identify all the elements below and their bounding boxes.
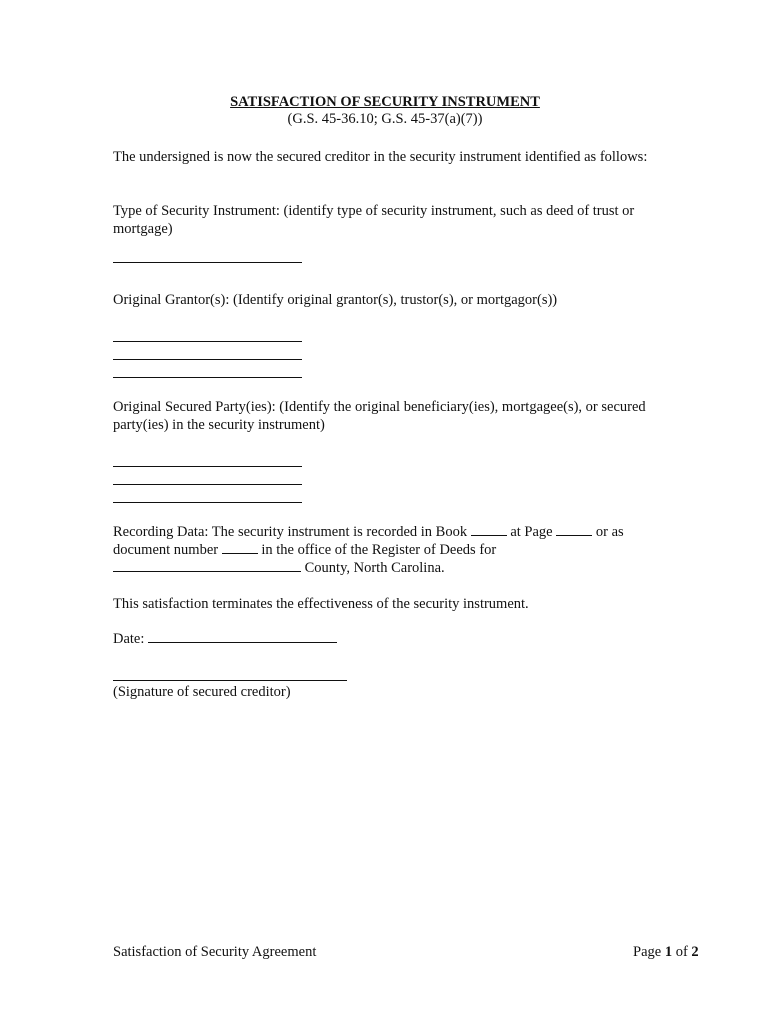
signature-block	[113, 680, 658, 681]
recording-text-4: in the office of the Register of Deeds for	[261, 542, 497, 558]
footer-page-number	[633, 943, 699, 961]
grantor-line-2[interactable]	[113, 359, 302, 360]
grantor-line-3[interactable]	[113, 377, 302, 378]
grantor-line-1[interactable]	[113, 341, 302, 342]
secured-party-line-2[interactable]	[113, 484, 302, 485]
date-blank[interactable]	[148, 630, 337, 643]
document-title	[0, 94, 770, 128]
recording-text-3: or as document number	[113, 524, 624, 558]
secured-party-blanks	[113, 466, 658, 503]
page-prefix: Page	[633, 944, 662, 960]
secured-party-line-3[interactable]	[113, 502, 302, 503]
type-instrument-blanks	[113, 262, 658, 263]
page-of: of	[675, 944, 688, 960]
document-number-blank[interactable]	[222, 541, 258, 554]
secured-party-label: Original Secured Party(ies): (Identify the original beneficiary(ies), mortgagee(s), or secured party(ies) in the security instrument)	[113, 399, 646, 433]
title-main: SATISFACTION OF SECURITY INSTRUMENT	[230, 94, 540, 110]
footer-title: Satisfaction of Security Agreement	[113, 944, 317, 960]
title-citation: (G.S. 45-36.10; G.S. 45-37(a)(7))	[287, 111, 483, 127]
page-current: 1	[664, 944, 673, 960]
county-blank[interactable]	[113, 559, 301, 572]
type-instrument-label: Type of Security Instrument: (identify type of security instrument, such as deed of trust or mortgage)	[113, 203, 635, 237]
page-blank[interactable]	[556, 523, 592, 536]
signature-line[interactable]	[113, 680, 347, 681]
original-grantor-label: Original Grantor(s): (Identify original grantor(s), trustor(s), or mortgagor(s))	[113, 292, 558, 308]
type-instrument-line[interactable]	[113, 262, 302, 263]
recording-data-paragraph	[113, 523, 658, 577]
book-blank[interactable]	[471, 523, 507, 536]
signature-label: (Signature of secured creditor)	[113, 684, 291, 700]
date-row	[113, 630, 658, 648]
original-grantor-blanks	[113, 341, 658, 378]
recording-text-1: Recording Data: The security instrument is recorded in Book	[113, 524, 468, 540]
page-total: 2	[691, 944, 699, 960]
secured-party-line-1[interactable]	[113, 466, 302, 467]
intro-paragraph: The undersigned is now the secured creditor in the security instrument identified as follows:	[113, 149, 648, 165]
recording-text-5: County, North Carolina.	[304, 560, 445, 576]
termination-statement: This satisfaction terminates the effectiveness of the security instrument.	[113, 596, 529, 612]
recording-text-2: at Page	[510, 524, 553, 540]
date-label: Date:	[113, 631, 145, 647]
